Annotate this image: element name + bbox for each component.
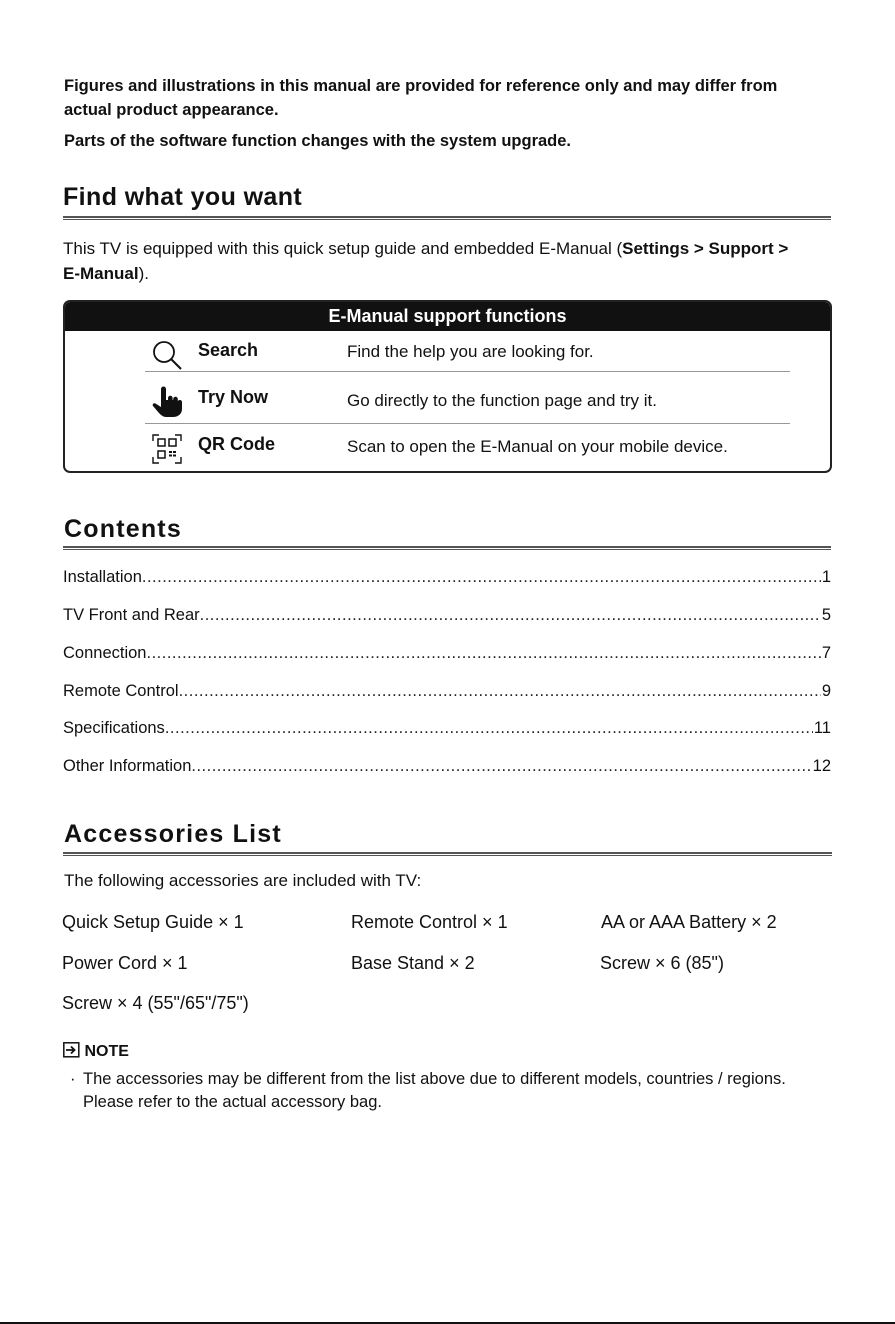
note-body: The accessories may be different from the list above due to different models, countries / regions. Please refer to the actual accessory bag. [83,1070,786,1111]
toc-page: 5 [821,606,831,624]
feature-name-try-now: Try Now [198,387,269,407]
toc-leader [142,566,821,588]
find-intro-settings-path: Settings > Support > E-Manual [63,239,789,283]
note-bullet: · [70,1070,76,1088]
toc-title: Installation [63,568,142,586]
toc-leader [179,680,821,702]
feature-desc-search: Find the help you are looking for. [347,342,594,361]
accessories-intro: The following accessories are included with TV: [64,871,422,890]
feature-desc-qr-code: Scan to open the E-Manual on your mobile device. [347,437,728,456]
toc-title: Other Information [63,757,192,775]
feature-divider [145,423,790,424]
accessory-item: Power Cord × 1 [62,953,188,973]
contents-heading: Contents [64,515,182,543]
toc-leader [165,717,813,739]
accessory-item: Quick Setup Guide × 1 [62,912,244,932]
toc-leader [146,642,820,664]
feature-name-qr-code: QR Code [198,434,276,454]
toc-entry-other-information[interactable] [63,755,831,777]
toc-leader [191,755,811,777]
note-title: NOTE [84,1043,129,1060]
feature-divider [145,371,790,372]
accessory-item: AA or AAA Battery × 2 [601,912,777,932]
find-heading: Find what you want [63,183,303,211]
toc-entry-installation[interactable] [63,566,831,588]
toc-leader [200,604,821,626]
accessories-heading-rule [63,852,832,856]
toc-entry-tv-front-and-rear[interactable] [63,604,831,626]
emanual-functions-box [63,300,832,473]
find-intro-prefix: This TV is equipped with this quick setup guide and embedded E-Manual ( [63,239,623,258]
search-icon [151,339,183,371]
feature-row-qr-code [65,425,830,471]
find-intro [63,236,803,286]
find-intro-suffix: ). [138,264,149,283]
toc-page: 12 [812,757,831,775]
toc-entry-remote-control[interactable] [63,680,831,702]
toc-page: 9 [821,682,831,700]
toc-title: TV Front and Rear [63,606,200,624]
accessory-item: Screw × 4 (55"/65"/75") [62,993,249,1013]
toc-entry-connection[interactable] [63,642,831,664]
accessories-heading: Accessories List [64,820,282,848]
accessory-item: Base Stand × 2 [351,953,475,973]
note-icon [63,1042,80,1058]
feature-name-search: Search [198,340,259,360]
find-heading-rule [63,216,831,220]
toc-title: Connection [63,644,147,662]
feature-desc-try-now: Go directly to the function page and try it. [347,391,657,410]
toc-title: Remote Control [63,682,179,700]
toc-page: 7 [821,644,831,662]
note-text [70,1068,810,1114]
feature-row-try-now [65,378,830,424]
toc-page: 1 [821,568,831,586]
disclaimer-software: Parts of the software function changes with the system upgrade. [64,132,572,150]
note-heading [63,1042,129,1061]
contents-heading-rule [63,546,831,550]
toc-entry-specifications[interactable] [63,717,831,739]
accessory-item: Screw × 6 (85") [600,953,724,973]
toc-title: Specifications [63,719,165,737]
hand-pointer-icon [151,386,183,418]
qr-code-icon [151,433,183,465]
toc-page: 11 [813,719,831,737]
disclaimer-figures: Figures and illustrations in this manual are provided for reference only and may differ from actual product appearance. [64,77,778,119]
emanual-functions-header: E-Manual support functions [65,302,830,331]
accessory-item: Remote Control × 1 [351,912,508,932]
